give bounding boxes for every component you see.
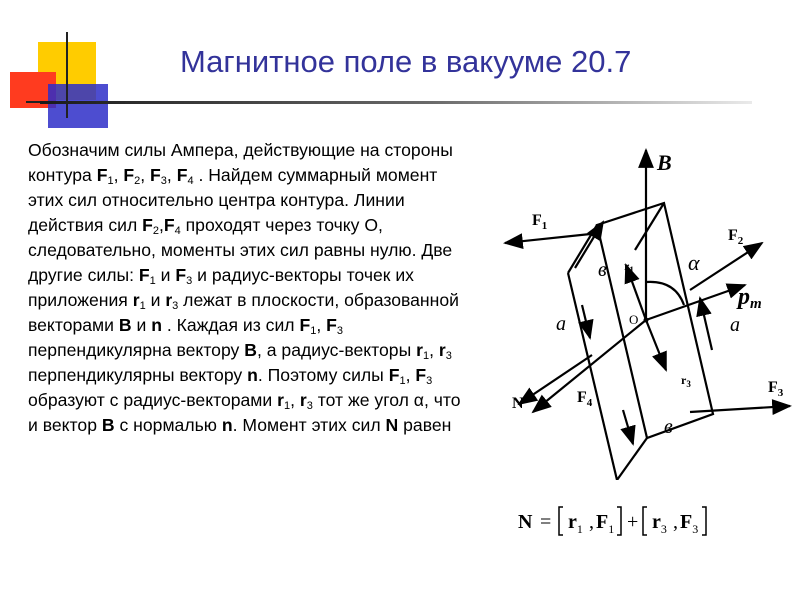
label-n: N — [512, 395, 524, 412]
subscript: 1 — [107, 175, 114, 187]
text-run: , — [113, 165, 124, 185]
bold-symbol: F — [163, 215, 175, 235]
subscript: 3 — [172, 300, 179, 312]
bold-symbol: r — [438, 340, 446, 360]
subscript: 2 — [134, 175, 141, 187]
alpha-arc — [646, 282, 684, 305]
formula-f1: $F_1$ — [596, 511, 615, 536]
label-f1: $F_1$ — [532, 212, 548, 232]
label-a-right: a — [730, 314, 740, 336]
text-run: , — [166, 165, 177, 185]
subscript: 3 — [186, 275, 193, 287]
bold-symbol: F — [326, 315, 337, 335]
subscript: 4 — [174, 225, 181, 237]
label-o: O — [629, 312, 639, 327]
loop-back-edge-bottom — [617, 438, 647, 480]
text-run: , — [405, 365, 416, 385]
label-r3: $r_3$ — [681, 373, 691, 389]
subscript: 1 — [139, 300, 146, 312]
bold-symbol: r — [165, 290, 173, 310]
bold-symbol: F — [150, 165, 161, 185]
text-run: , а радиус-векторы — [256, 340, 417, 360]
slide-title: Магнитное поле в вакууме 20.7 — [180, 44, 632, 79]
bold-symbol: n — [247, 365, 258, 385]
bold-symbol: N — [385, 415, 399, 435]
bold-symbol: F — [123, 165, 135, 185]
bold-symbol: B — [244, 340, 257, 360]
bold-symbol: F — [176, 165, 188, 185]
subscript: 1 — [283, 400, 291, 412]
subscript: 3 — [306, 400, 313, 412]
formula-eq: = — [540, 511, 552, 533]
label-pm: pm — [738, 284, 762, 312]
label-r1: $r_1$ — [624, 259, 634, 275]
subscript: 3 — [426, 375, 433, 387]
text-run: перпендикулярны вектору — [28, 365, 248, 385]
subscript: 1 — [399, 375, 406, 387]
formula-plus: + — [627, 511, 639, 533]
label-f4: $F_4$ — [577, 389, 593, 409]
text-run: и радиус-векторы точек их приложения — [28, 265, 414, 310]
text-run: . Найдем суммарный момент этих сил относительно центра контура. Линии действия сил — [28, 165, 438, 235]
text-run: с нормалью — [114, 415, 222, 435]
bold-symbol: r — [132, 290, 140, 310]
bold-symbol: F — [299, 315, 311, 335]
label-b-bottom: в — [664, 416, 673, 438]
bracket-2-right — [702, 507, 706, 535]
bold-symbol: r — [277, 390, 284, 410]
bold-symbol: n — [151, 315, 162, 335]
bold-symbol: n — [221, 415, 233, 435]
decor-vertical-line — [66, 32, 68, 118]
label-alpha: α — [688, 250, 700, 275]
label-b: B — [657, 150, 672, 175]
bracket-2-left — [643, 507, 647, 535]
body-paragraph — [28, 138, 473, 438]
formula-r1: $r_1$ — [568, 511, 583, 536]
bracket-1-right — [617, 507, 621, 535]
label-a-left: a — [556, 313, 566, 335]
current-loop-diagram — [480, 140, 800, 480]
text-run: и — [145, 290, 166, 310]
bold-symbol: B — [101, 415, 115, 435]
formula-f3: $F_3$ — [680, 511, 699, 536]
loop-back-edge-top — [568, 225, 597, 273]
decor-blue-square — [48, 84, 108, 128]
title-underline — [40, 101, 752, 104]
text-run: проходят через точку О, следовательно, моменты этих сил равны нулю. Две другие силы: — [28, 215, 453, 285]
text-run: , — [290, 390, 300, 410]
label-f2: $F_2$ — [728, 227, 744, 247]
r3-vector — [646, 320, 666, 370]
label-b-top: в — [598, 259, 607, 281]
bold-symbol: r — [299, 390, 307, 410]
subscript: 3 — [445, 350, 452, 362]
text-run: равен — [398, 415, 452, 435]
text-run: и — [131, 315, 152, 335]
bold-symbol: F — [138, 265, 150, 285]
bracket-1-left — [559, 507, 563, 535]
text-run: тот же угол α, что и вектор — [28, 390, 461, 435]
formula-comma-1: , — [589, 511, 594, 533]
text-run: , — [158, 215, 164, 235]
formula-r3: $r_3$ — [652, 511, 667, 536]
bold-symbol: B — [118, 315, 132, 335]
label-f3: $F_3$ — [768, 379, 784, 399]
bold-symbol: F — [96, 165, 108, 185]
subscript: 4 — [187, 175, 194, 187]
current-arrow-right — [700, 298, 712, 350]
text-run: , — [316, 315, 327, 335]
bold-symbol: F — [415, 365, 427, 385]
center-point-o — [644, 318, 649, 323]
text-run: образуют с радиус-векторами — [28, 390, 278, 410]
text-run: . Каждая из сил — [161, 315, 300, 335]
text-run: лежат в плоскости, образованной векторами — [28, 290, 459, 335]
text-run: Обозначим силы Ампера, действующие на стороны контура — [28, 140, 453, 185]
text-run: , — [429, 340, 439, 360]
subscript: 3 — [336, 325, 343, 337]
loop-front-face — [597, 203, 713, 438]
bold-symbol: r — [416, 340, 423, 360]
formula-comma-2: , — [673, 511, 678, 533]
subscript: 1 — [423, 350, 430, 362]
bold-symbol: F — [175, 265, 187, 285]
torque-formula — [515, 500, 715, 540]
formula-n: N — [518, 511, 533, 533]
text-run: . Момент этих сил — [232, 415, 386, 435]
bold-symbol: F — [142, 215, 153, 235]
subscript: 3 — [160, 175, 167, 187]
text-run: , — [140, 165, 151, 185]
bold-symbol: F — [388, 365, 400, 385]
text-run: и — [155, 265, 176, 285]
subscript: 1 — [149, 275, 156, 287]
current-arrow-bottom — [623, 410, 633, 444]
subscript: 1 — [310, 325, 317, 337]
f2-vector — [690, 243, 762, 290]
f3-vector — [690, 406, 790, 412]
text-run: . Поэтому силы — [257, 365, 389, 385]
text-run: перпендикулярна вектору — [28, 340, 245, 360]
subscript: 2 — [152, 225, 159, 237]
